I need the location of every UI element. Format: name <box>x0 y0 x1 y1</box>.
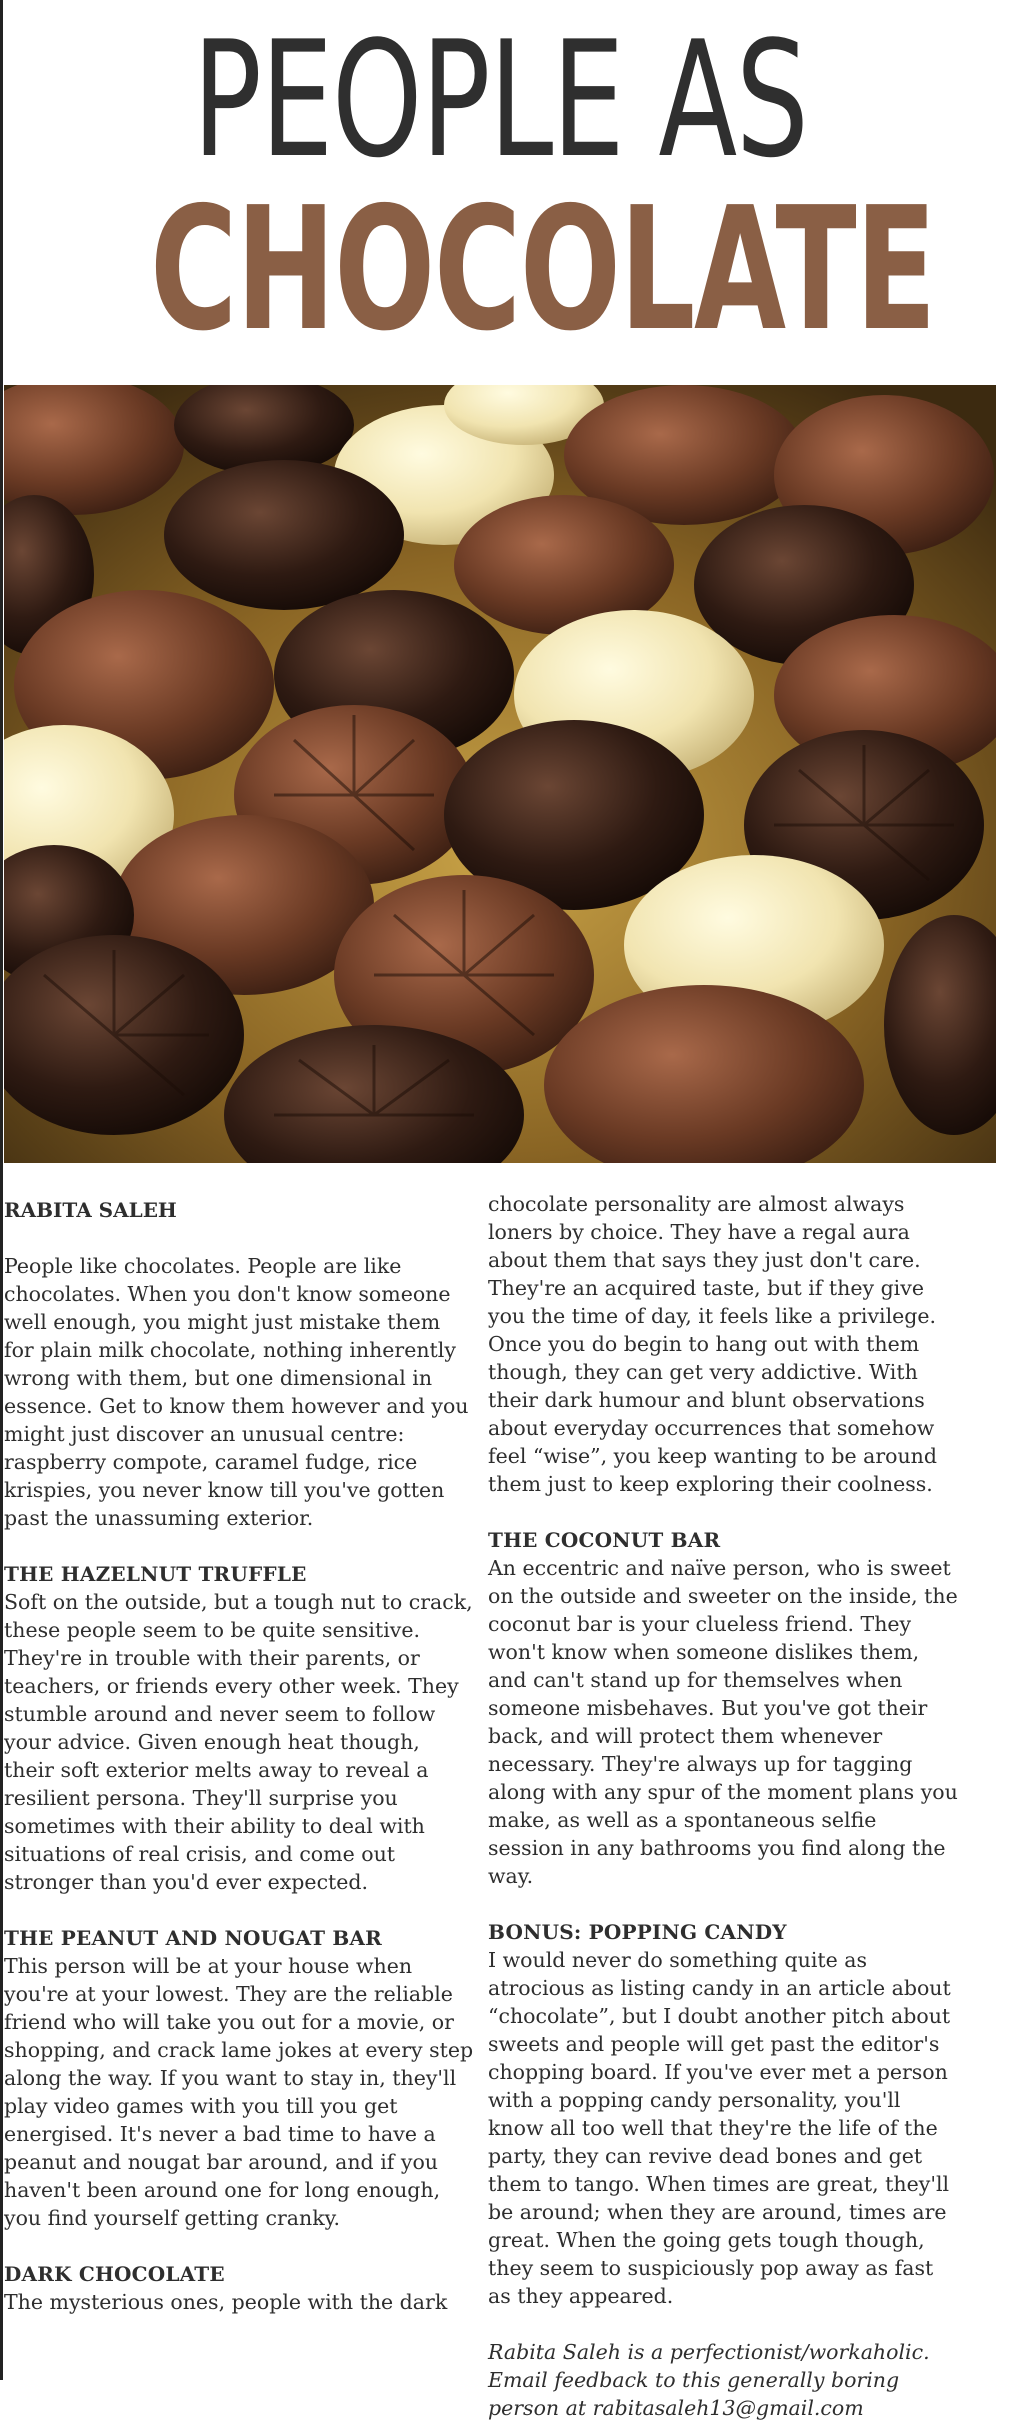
section-coconut-bar <box>488 1526 958 1890</box>
section-body: Soft on the outside, but a tough nut to crack, these people seem to be quite sensitive. They're in trouble with their parents, or teachers, or friends every other week. They stumble around and never seem to follow your advice. Given enough heat though, their soft exterior melts away to reveal a resilient persona. They'll surprise you sometimes with their ability to deal with situations of real crisis, and come out stronger than you'd ever expected. <box>4 1590 473 1894</box>
section-peanut-nougat-bar <box>4 1924 474 2232</box>
article-byline: RABITA SALEH <box>4 1198 177 1222</box>
section-body: I would never do something quite as atrocious as listing candy in an article about “chocolate”, but I doubt another pitch about sweets and people will get past the editor's chopping board. If you've ever met a person with a popping candy personality, you'll know all too well that they're the life of the party, they can revive dead bones and get them to tango. When times are great, they'll be around; when they are around, times are great. When the going gets tough though, they seem to suspiciously pop away as fast as they appeared. <box>488 1948 951 2308</box>
article-column-right <box>488 1190 958 2422</box>
author-bio: Rabita Saleh is a perfectionist/workaholic. Email feedback to this generally boring person at rabitasaleh13@gmail.com <box>488 2340 930 2420</box>
section-hazelnut-truffle <box>4 1560 474 1896</box>
article-column-left <box>4 1196 474 2344</box>
section-heading: THE PEANUT AND NOUGAT BAR <box>4 1926 382 1950</box>
headline-line-2: CHOCOLATE <box>150 171 936 369</box>
section-heading: DARK CHOCOLATE <box>4 2262 225 2286</box>
section-heading: THE HAZELNUT TRUFFLE <box>4 1562 307 1586</box>
section-dark-chocolate-continued <box>488 1190 958 1498</box>
article-intro: People like chocolates. People are like chocolates. When you don't know someone well enough, you might just mistake them for plain milk chocolate, nothing inherently wrong with them, but one dimensional in essence. Get to know them however and you might just discover an unusual centre: raspberry compote, caramel fudge, rice krispies, you never know till you've gotten past the unassuming exterior. <box>4 1254 469 1530</box>
section-body: This person will be at your house when you're at your lowest. They are the reliable friend who will take you out for a movie, or shopping, and crack lame jokes at every step along the way. If you want to stay in, they'll play video games with you till you get energised. It's never a bad time to have a peanut and nougat bar around, and if you haven't been around one for long enough, you find yourself getting cranky. <box>4 1954 474 2230</box>
section-body-continued: chocolate personality are almost always loners by choice. They have a regal aura about them that says they just don't care. They're an acquired taste, but if they give you the time of day, it feels like a privilege. Once you do begin to hang out with them though, they can get very addictive. With their dark humour and blunt observations about everyday occurrences that somehow feel “wise”, you keep wanting to be around them just to keep exploring their coolness. <box>488 1192 938 1496</box>
section-dark-chocolate <box>4 2260 474 2316</box>
section-popping-candy <box>488 1918 958 2310</box>
section-body-start: The mysterious ones, people with the dark <box>4 2290 448 2314</box>
section-body: An eccentric and naïve person, who is sweet on the outside and sweeter on the inside, the coconut bar is your clueless friend. They won't know when someone dislikes them, and can't stand up for themselves when someone misbehaves. But you've got their back, and will protect them whenever necessary. They're always up for tagging along with any spur of the moment plans you make, as well as a spontaneous selfie session in any bathrooms you find along the way. <box>488 1556 958 1888</box>
section-heading: BONUS: POPPING CANDY <box>488 1920 787 1944</box>
left-border-rule <box>0 0 3 2380</box>
headline-line-1: PEOPLE AS <box>192 6 808 193</box>
assorted-chocolates-photo <box>4 385 996 1163</box>
section-heading: THE COCONUT BAR <box>488 1528 721 1552</box>
